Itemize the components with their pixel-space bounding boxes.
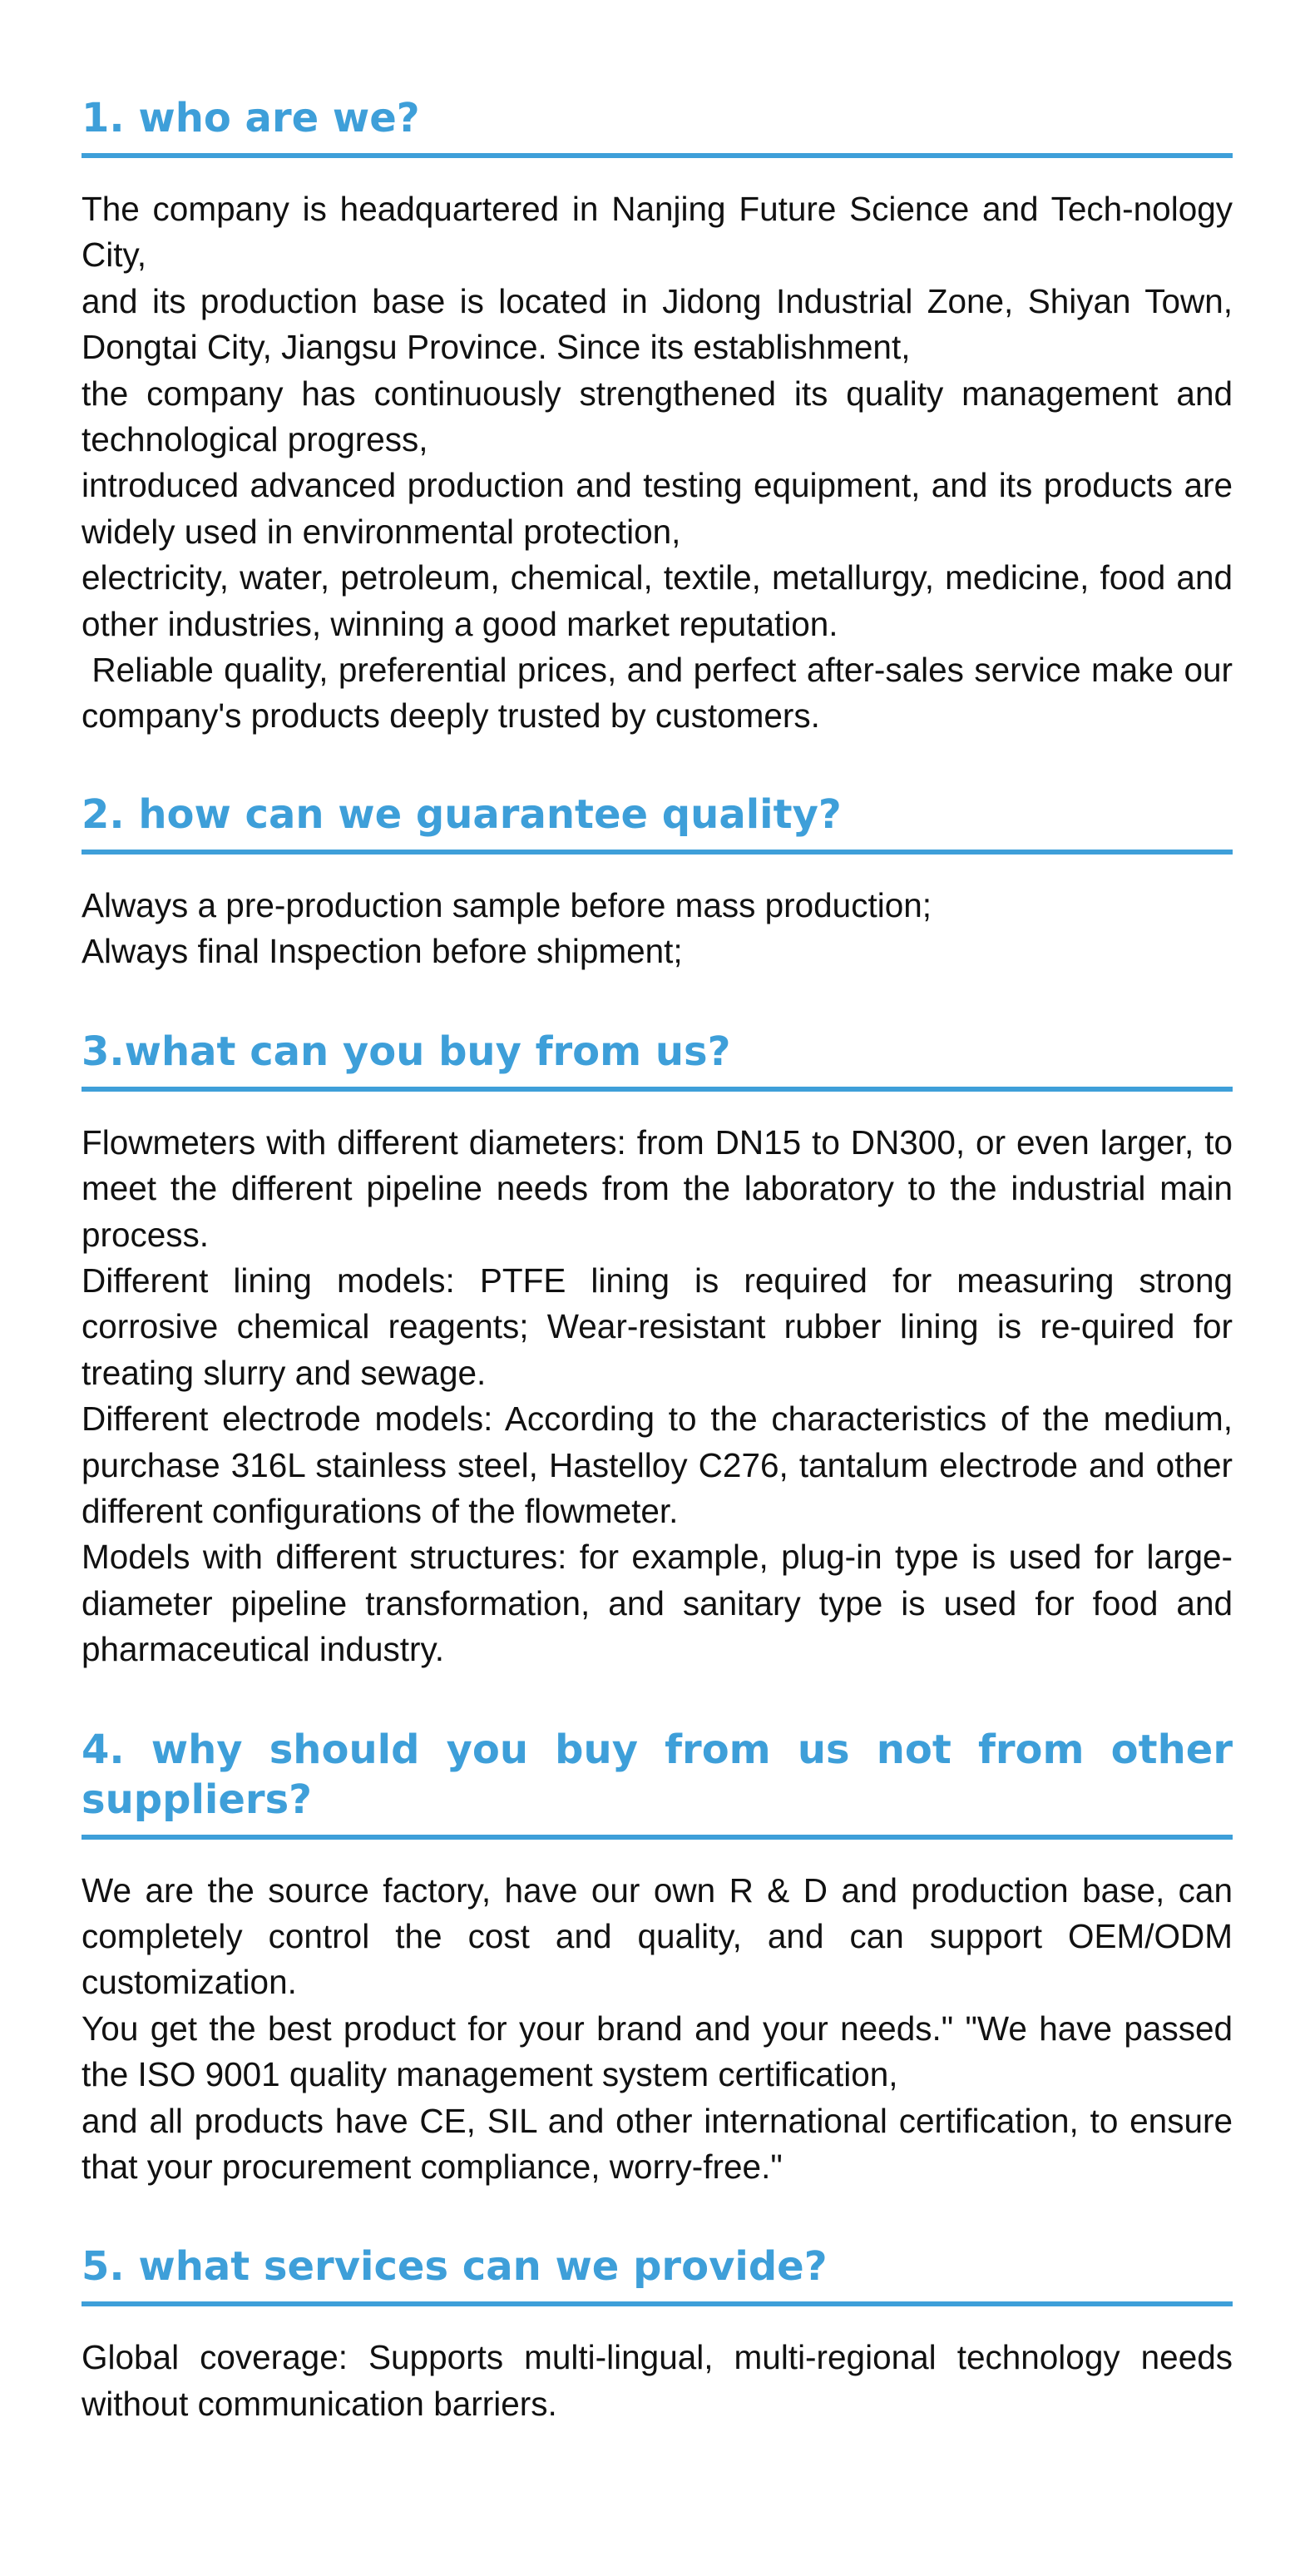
body-paragraph: electricity, water, petroleum, chemical, textile, metallurgy, medicine, food and other industries, winning a good market reputation. — [82, 558, 1233, 643]
body-paragraph: The company is headquartered in Nanjing Future Science and Tech-nology City, — [82, 190, 1233, 275]
section-heading: 2. how can we guarantee quality? — [82, 790, 842, 838]
body-paragraph: Flowmeters with different diameters: from DN15 to DN300, or even larger, to meet the different pipeline needs from the laboratory to the industrial main process. — [82, 1122, 1233, 1254]
body-paragraph: Always a pre-production sample before mass production; — [82, 885, 932, 924]
heading-divider — [82, 2301, 1233, 2306]
section-why-us — [82, 1725, 1233, 2191]
body-paragraph: Models with different structures: for example, plug-in type is used for large-diameter pipeline transformation, and sanitary type is used for food and pharmaceutical industry. — [82, 1538, 1233, 1669]
body-paragraph: and all products have CE, SIL and other international certification, to ensure that your procurement compliance, worry-free." — [82, 2101, 1233, 2186]
faq-document — [82, 93, 1243, 2427]
body-paragraph: Global coverage: Supports multi-lingual, multi-regional technology needs without communication barriers. — [82, 2338, 1233, 2423]
section-heading: 5. what services can we provide? — [82, 2243, 828, 2291]
section-heading: 3.what can you buy from us? — [82, 1028, 731, 1075]
body-paragraph: We are the source factory, have our own R & D and production base, can completely control the cost and quality, and can support OEM/ODM customization. — [82, 1870, 1233, 2002]
section-heading: 4. why should you buy from us not from other suppliers? — [82, 1726, 1233, 1823]
body-paragraph: introduced advanced production and testing equipment, and its products are widely used in environmental protection, — [82, 466, 1233, 551]
body-paragraph: Always final Inspection before shipment; — [82, 932, 683, 971]
body-paragraph: Different lining models: PTFE lining is required for measuring strong corrosive chemical reagents; Wear-resistant rubber lining is re-quired for treating slurry and sewage. — [82, 1261, 1233, 1392]
body-paragraph: You get the best product for your brand and your needs." "We have passed the ISO 9001 quality management system certification, — [82, 2009, 1233, 2094]
heading-divider — [82, 1087, 1233, 1092]
heading-divider — [82, 153, 1233, 158]
heading-divider — [82, 1835, 1233, 1840]
section-quality-guarantee — [82, 790, 1233, 975]
body-paragraph: Reliable quality, preferential prices, and perfect after-sales service make our company's products deeply trusted by customers. — [82, 651, 1243, 736]
heading-divider — [82, 850, 1233, 855]
section-heading: 1. who are we? — [82, 95, 420, 141]
section-who-are-we — [82, 93, 1243, 740]
body-paragraph: Different electrode models: According to the characteristics of the medium, purchase 316L stainless steel, Hastelloy C276, tantalum electrode and other different configurations of the flowmeter. — [82, 1399, 1233, 1530]
section-products — [82, 1027, 1233, 1673]
section-services — [82, 2242, 1233, 2427]
body-paragraph: and its production base is located in Jidong Industrial Zone, Shiyan Town, Dongtai City, Jiangsu Province. Since its establishment, — [82, 281, 1233, 367]
body-paragraph: the company has continuously strengthened its quality management and technological progress, — [82, 374, 1233, 459]
